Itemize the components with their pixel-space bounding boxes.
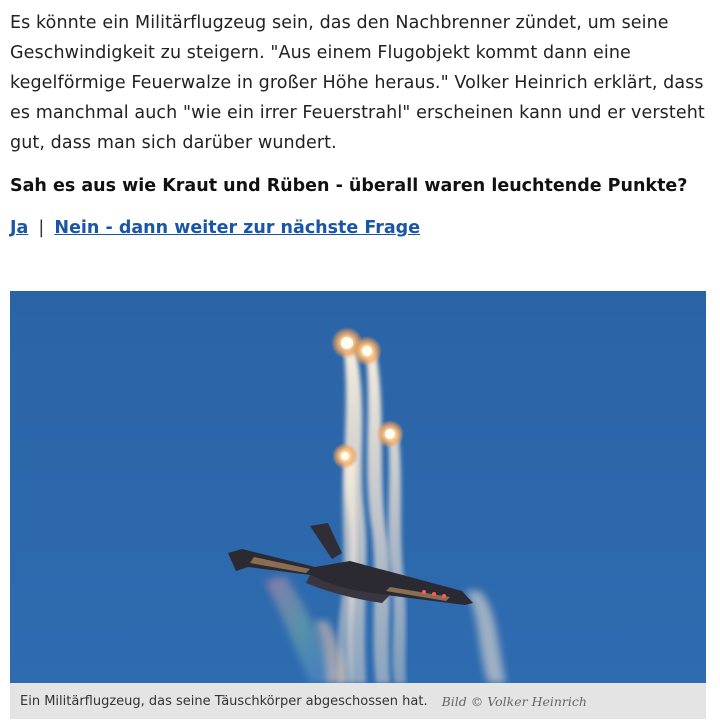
answer-links (10, 214, 710, 242)
answer-separator: | (38, 218, 45, 238)
article-body (10, 8, 710, 242)
quiz-question: Sah es aus wie Kraut und Rüben - überall waren leuchtende Punkte? (10, 176, 688, 196)
answer-no-link[interactable]: Nein - dann weiter zur nächste Frage (54, 218, 421, 238)
photo-credit: Bild © Volker Heinrich (441, 693, 587, 709)
figure-caption (10, 683, 706, 719)
article-figure (10, 291, 706, 719)
caption-text: Ein Militärflugzeug, das seine Täuschkörper abgeschossen hat. (20, 693, 428, 709)
jet-flares-photo (10, 291, 706, 683)
article-paragraph: Es könnte ein Militärflugzeug sein, das den Nachbrenner zündet, um seine Geschwindigkeit zu steigern. "Aus einem Flugobjekt kommt dann eine kegelförmige Feuerwalze in großer Höhe heraus." Volker Heinrich erklärt, dass es manchmal auch "wie ein irrer Feuerstrahl" erscheinen kann und er versteht gut, dass man sich darüber wundert. (10, 13, 705, 153)
answer-yes-link[interactable]: Ja (10, 218, 29, 238)
